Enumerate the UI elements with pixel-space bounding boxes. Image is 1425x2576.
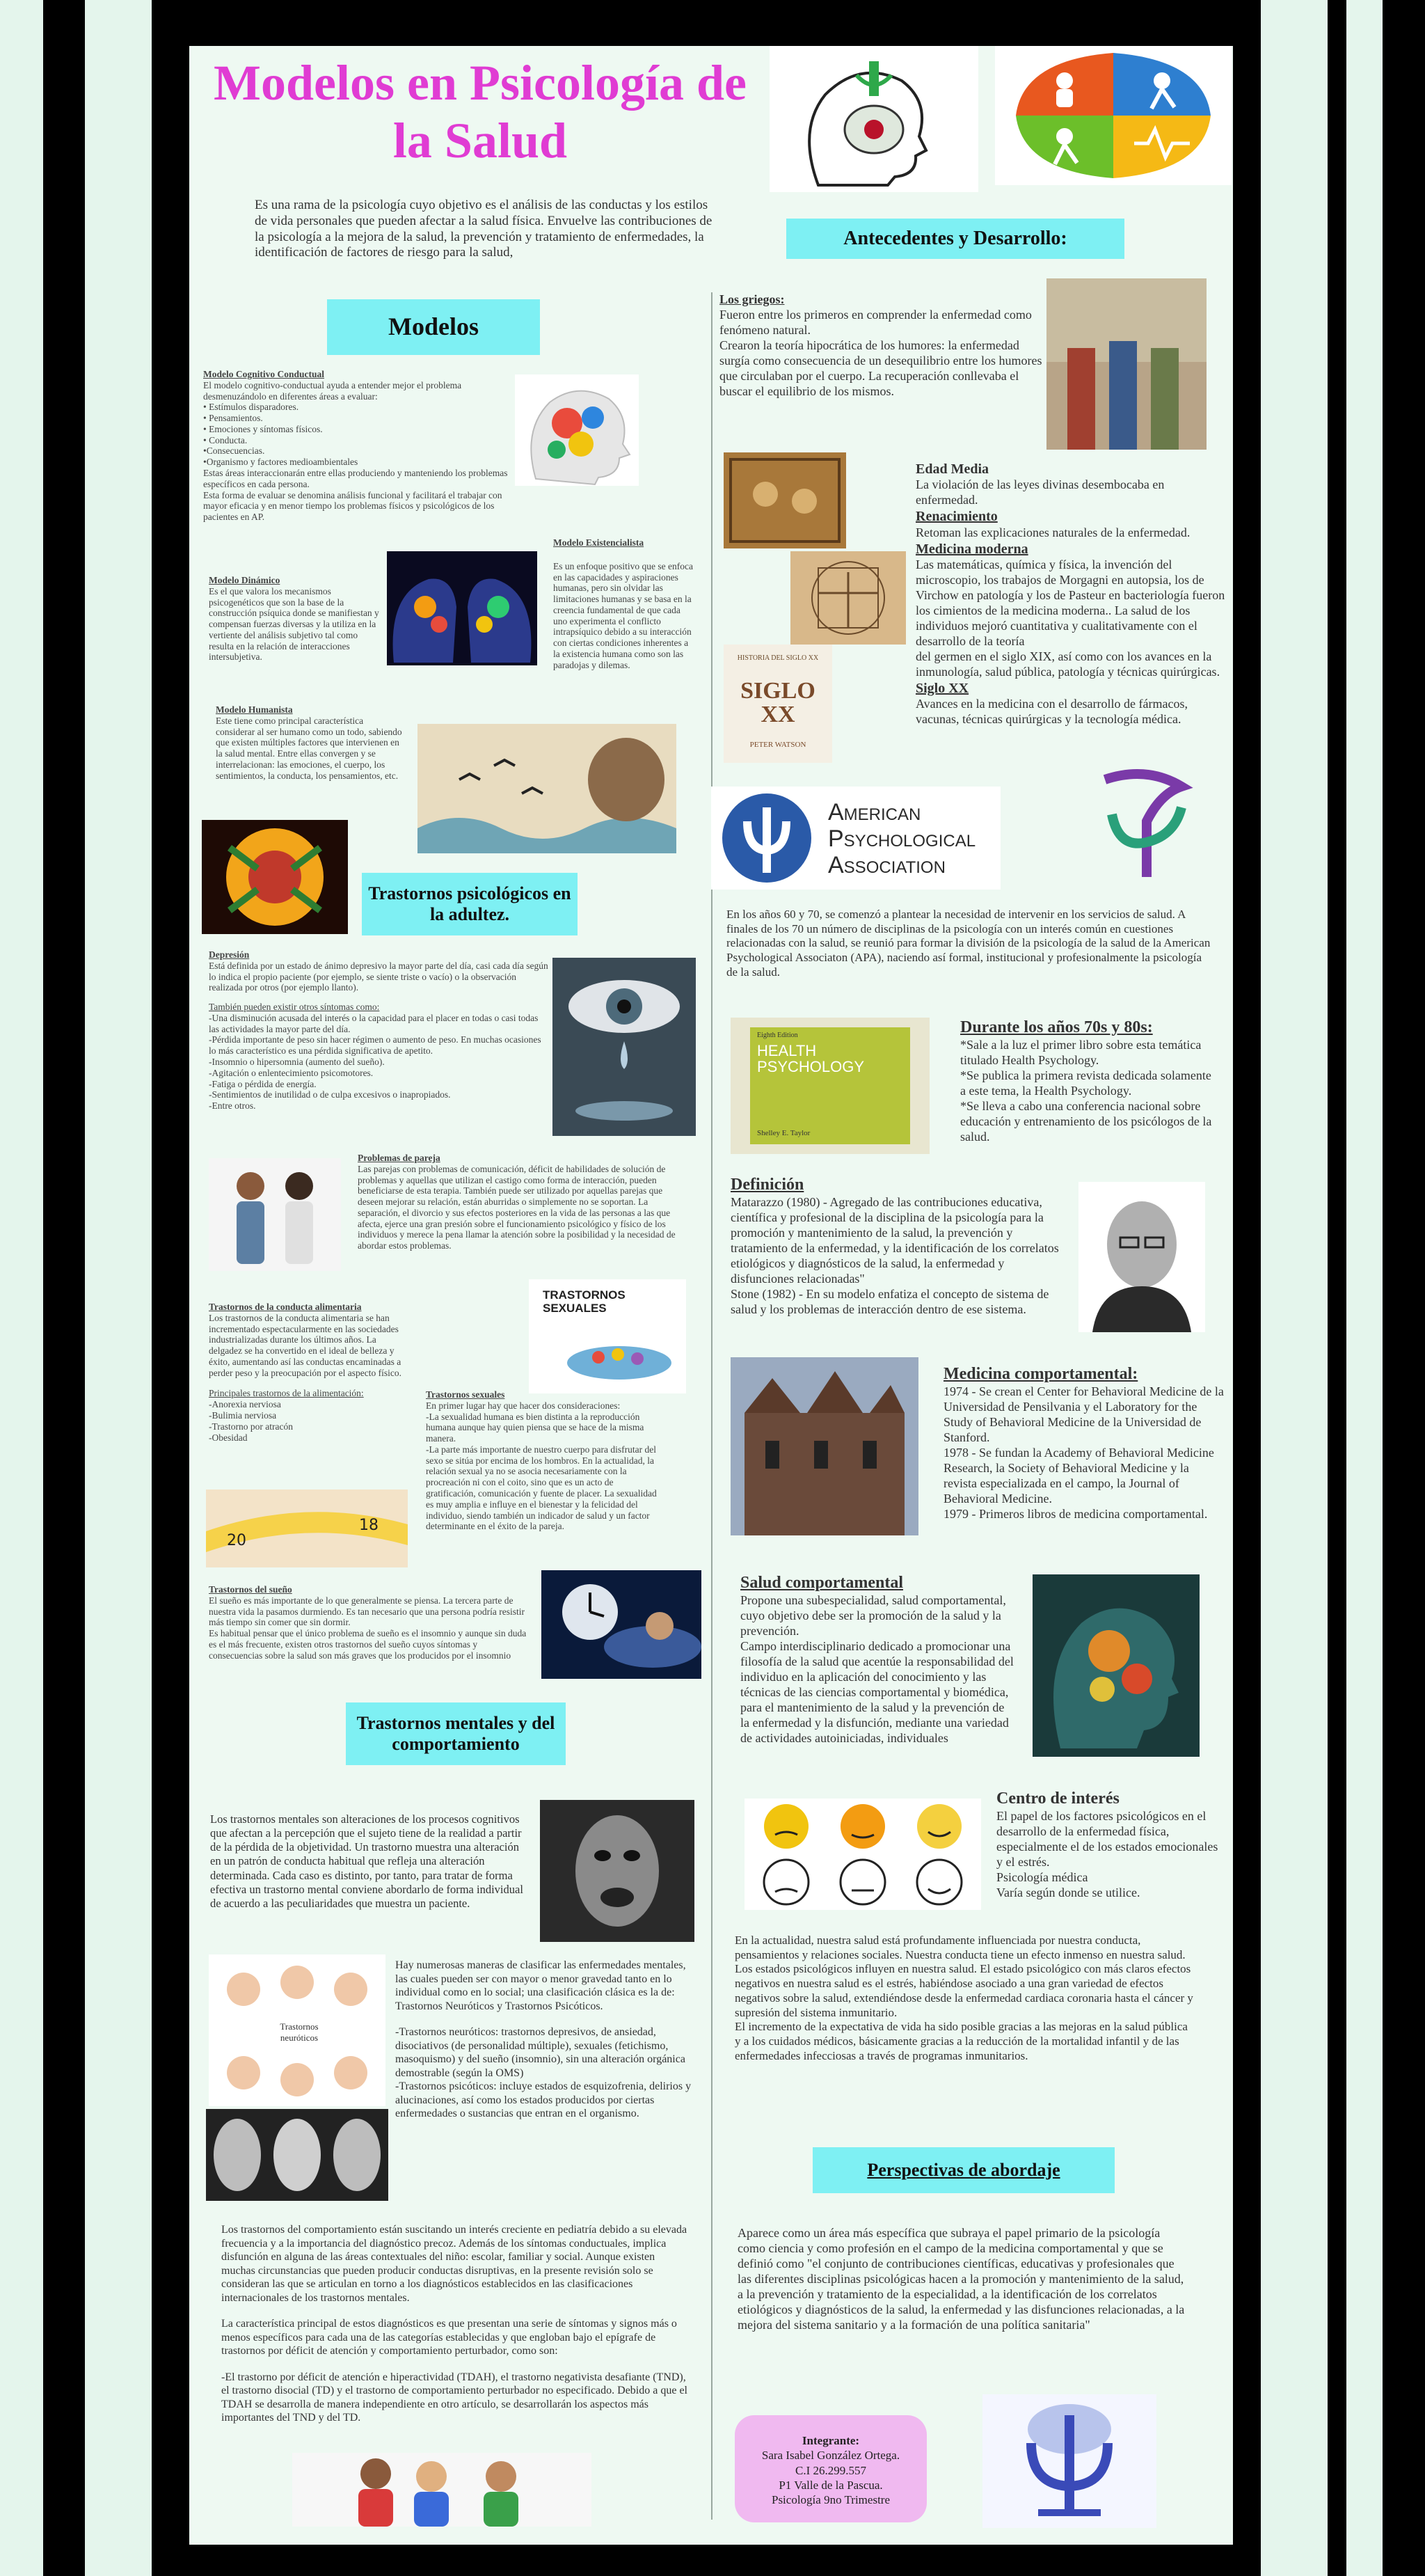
birds-brain-image <box>417 724 676 853</box>
medicina-comportamental-section <box>944 1364 1225 1522</box>
modelo-cognitivo <box>203 369 509 523</box>
depresion-title: Depresión <box>209 949 250 960</box>
salud-comportamental-title: Salud comportamental <box>740 1574 903 1592</box>
definicion-section <box>731 1175 1065 1318</box>
modelo-dinamico-text: Es el que valora los mecanismos psicogenéticos que son la base de la construcción psíquica donde se manifiestan y compensan fuerzas diversas y la utiliza en la vertiente del análisis subjetivo tal como resulta en la relación de interacciones intersubjetiva. <box>209 585 379 663</box>
integrante-title: Integrante: <box>802 2434 860 2447</box>
children-fighting-image <box>292 2453 591 2527</box>
siglo-xx-book-image <box>724 645 832 763</box>
sexuales-image-label: TRASTORNOS SEXUALES <box>543 1288 626 1315</box>
griegos-title: Los griegos: <box>719 292 785 306</box>
definicion-title: Definición <box>731 1176 804 1194</box>
integrante-line-2: C.I 26.299.557 <box>795 2463 866 2477</box>
head-silhouette-image <box>770 46 978 192</box>
svg-text:18: 18 <box>359 1517 379 1534</box>
griegos-text: Fueron entre los primeros en comprender la enfermedad como fenómeno natural. Crearon la teoría hipocrática de los humores: la enfermedad surgía como consecuencia de un desequilibrio entre los humores que circulaban por el cuerpo. La recuperación conllevaba el buscar el equilibrio de los mismos. <box>719 307 1042 398</box>
sintomas-title: También pueden existir otros síntomas como: <box>209 1002 380 1013</box>
sleep-clock-image <box>541 1570 701 1679</box>
modelos-heading: Modelos <box>327 299 540 355</box>
medicina-comportamental-text: 1974 - Se crean el Center for Behavioral Medicine de la Universidad de Pensilvania y el Laboratory for the Study of Behavioral Medicine de la Universidad de Stanford. 1978 - Se fundan la Academy of Behavioral Medicine Research, la Society of Behavioral Medicine y la revista especializada en el campo, la Journal of Behavioral Medicine. 1979 - Primeros libros de medicina comportamental. <box>944 1384 1224 1521</box>
siglo-xx-title: Siglo XX <box>916 680 969 696</box>
actualidad-text: En la actualidad, nuestra salud está profundamente influenciada por nuestra conducta, pensamientos y relaciones sociales. Nuestra conducta tiene un efecto inmenso en nuestra salud. Los estados psicológicos influyen en nuestra salud. El estado psicológico con más claros efectos negativos en nuestra salud es el estrés, habiéndose asociado a una gran variedad de efectos negativos sobre la salud, extendiéndose desde la enfermedad cardiaca coronaria hasta el cáncer y supresión del sistema inmunitario. El incremento de la expectativa de vida ha sido posible gracias a las mejoras en la salud pública y a los cuidados médicos, básicamente gracias a la reducción de la mortalidad infantil y de las enfermedades infecciosas a través de programas inmunitarios. <box>735 1934 1193 2062</box>
gears-brain-image <box>1033 1574 1200 1757</box>
svg-text:20: 20 <box>227 1532 246 1549</box>
problemas-pareja <box>358 1153 685 1251</box>
people-circle-image <box>202 820 348 934</box>
renacimiento-text: Retoman las explicaciones naturales de la enfermedad. <box>916 525 1191 539</box>
medicina-moderna-title: Medicina moderna <box>916 541 1028 557</box>
distorted-faces-image <box>540 1800 694 1942</box>
sueno-text: El sueño es más importante de lo que generalmente se piensa. La tercera parte de nuestra vida la pasamos durmiendo. Es tan necesario que una persona podría resistir más tiempo sin comer que sin dormir. Es habitual pensar que el único problema de sueño es el insomnio y aunque sin duda es el más frecuente, existen otros trastornos del sueño cuyos síntomas y consecuencias sobre la salud son más graves que los producidos por el insomnio <box>209 1595 527 1661</box>
pareja-title: Problemas de pareja <box>358 1153 440 1163</box>
left-outer-stripe <box>0 0 43 2576</box>
antecedentes-heading: Antecedentes y Desarrollo: <box>786 219 1124 259</box>
comportamiento-section <box>221 2223 687 2425</box>
emotions-faces-image <box>206 2109 388 2201</box>
apa-line-3: Association <box>828 852 946 879</box>
perspectivas-text: Aparece como un área más específica que subraya el papel primario de la psicología como ciencia y como profesión en el campo de la medicina comportamental y que se definió como "el conjunto de contribuciones científicas, educativas y profesionales que las diferentes disciplinas psicológicas hacen a la promoción y mantenimiento de la salud, a la prevención y tratamiento de la especialidad, a la identificación de los correlatos etiológicos y diagnósticos de la salud, la enfermedad y las disfunciones relacionadas, a la mejora del sistema sanitario y a la formación de una política sanitaria" <box>738 2226 1185 2332</box>
trastornos-mentales-heading: Trastornos mentales y del comportamiento <box>346 1702 566 1765</box>
alimentaria-list: -Anorexia nerviosa -Bulimia nerviosa -Trastorno por atracón -Obesidad <box>209 1399 293 1443</box>
renacimiento-title: Renacimiento <box>916 509 998 525</box>
clasificar-text: Hay numerosas maneras de clasificar las enfermedades mentales, las cuales pueden ser con mayor o menor gravedad tanto en lo individual como en lo social; una clasificación clásica es la de: Trastornos Neuróticos y Trastornos Psicóticos. <box>395 1959 686 2012</box>
integrante-box <box>735 2415 927 2522</box>
decadas-title: Durante los años 70s y 80s: <box>960 1018 1153 1036</box>
pareja-text: Las parejas con problemas de comunicación, déficit de habilidades de solución de problemas y aquellas que utilizan el castigo como forma de interacción, pueden beneficiarse de esta terapia. También puede ser utilizado por aquellas parejas que deseen mejorar su relación, están aburridas o simplemente no se soportan. La separación, el divorcio y sus efectos posteriores en la vida de las personas a las que afecta, ejerce una gran presión sobre el funcionamiento psicológico y físico de los individuos y merece la pena llamar la atención sobre la posibilidad y la necesidad de abordar estos problemas. <box>358 1163 676 1251</box>
clasificacion-section <box>395 1959 694 2121</box>
book-title: HEALTH PSYCHOLOGY <box>757 1042 865 1076</box>
page-title: Modelos en Psicología de la Salud <box>214 55 747 168</box>
trastornos-adultez-heading: Trastornos psicológicos en la adultez. <box>362 873 578 935</box>
modelo-existencialista-text: Es un enfoque positivo que se enfoca en las capacidades y aspiraciones humanas, pero sin olvidar las limitaciones humanas y se basa en la creencia fundamental de que cada uno experimenta el conflicto intrapsíquico debido a su interacción con ciertas condiciones inherentes a la existencia humana como son las paradojas y dilemas. <box>553 560 693 670</box>
modelo-cognitivo-text: El modelo cognitivo-conductual ayuda a entender mejor el problema desmenuzándolo en diferentes áreas a evaluar: • Estímulos disparadores. • Pensamientos. • Emociones y síntomas físicos. • Conducta. •Consecuencias. •Organismo y factores medioambientales Estas áreas interaccionarán entre ellas produciendo y manteniendo los problemas específicos en cada persona. Esta forma de evaluar se denomina análisis funcional y facilitará el trabajar con mayor eficacia y en menor tiempo los problemas físicos y psicológicos de los pacientes en AP. <box>203 379 508 523</box>
integrante-line-1: Sara Isabel González Ortega. <box>761 2449 900 2463</box>
measuring-tape-image <box>206 1490 408 1567</box>
health-psychology-book-image <box>731 1018 930 1154</box>
modelo-dinamico-title: Modelo Dinámico <box>209 575 280 585</box>
medicina-moderna-text: Las matemáticas, química y física, la invención del microscopio, los trabajos de Morgagni en autopsia, los de Virchow en patología y los de Pasteur en bacteriología fueron los cimientos de la medicina moderna.. La salud de los individuos mejoró cuantitativa y cualitativamente con el desarrollo de la teoría del germen en el siglo XIX, así como con los avances en la inmunología, salud pública, patología y técnicas quirúrgicas. <box>916 558 1225 679</box>
conducta-alimentaria <box>209 1302 411 1443</box>
centro-interes-title: Centro de interés <box>996 1789 1120 1808</box>
apa-line-1: American <box>828 799 921 825</box>
trastornos-sueno <box>209 1584 533 1661</box>
apa-logo <box>711 787 1001 890</box>
comportamiento-text-3: -El trastorno por déficit de atención e hiperactividad (TDAH), el trastorno negativista desafiante (TND), el trastorno disocial (TD) y el trastorno de comportamiento perturbador no especificado. Debido a que el TDAH se desarrolla de manera independiente en otro artículo, se desarrollarán los aspectos más importantes del TND y del TD. <box>221 2371 687 2424</box>
siglo-book-top: HISTORIA DEL SIGLO XX <box>737 654 819 662</box>
eye-tear-image <box>552 958 696 1136</box>
decadas-text: *Sale a la luz el primer libro sobre esta temática titulado Health Psychology. *Se publica la primera revista dedicada solamente a este tema, la Health Psychology. *Se lleva a cabo una conferencia nacional sobre educación y entrenamiento de los psicólogos de la salud. <box>960 1038 1212 1144</box>
modelo-dinamico <box>209 575 383 663</box>
apa-text: En los años 60 y 70, se comenzó a plantear la necesidad de intervenir en los servicios de salud. A finales de los 70 un número de disciplinas de la psicología con un interés común en cuestiones relacionadas con la salud, se reunió para formar la división de la psicología de la salud de la American Psychological Associaton (APA), naciendo así formal, institucional y profesionalmente la psicología de la salud. <box>726 908 1211 979</box>
sintomas-text: -Una disminución acusada del interés o la capacidad para el placer en todas o casi todas las actividades la mayor parte del día. -Pérdida importante de peso sin hacer régimen o aumento de peso. En muchas ocasiones lo más característico es una pérdida significativa de apetito. -Insomnio o hipersomnia (aumento del sueño). -Agitación o enlentecimiento psicomotores. -Fatiga o pérdida de energía. -Sentimientos de inutilidad o de culpa excesivos o inapropiados. -Entre otros. <box>209 1012 541 1112</box>
salud-comportamental-text: Propone una subespecialidad, salud comportamental, cuyo objetivo debe ser la promoción de la salud y la prevención. Campo interdisciplinario dedicado a promocionar una filosofía de la salud que acentúe la responsabilidad del individuo en la aplicación del conocimiento y las técnicas de las ciencias comportamental y biomédica, para el mantenimiento de la salud y la prevención de la enfermedad y la disfunción, mediante una variedad de actividades autoiniciadas, individuales <box>740 1593 1014 1745</box>
neurotic-disorders-image <box>209 1954 385 2106</box>
perspectivas-heading: Perspectivas de abordaje <box>813 2147 1115 2193</box>
couple-image <box>209 1158 341 1271</box>
neuroticos-image-label: Trastornos neuróticos <box>280 2021 319 2043</box>
edad-media-text: La violación de las leyes divinas desembocaba en enfermedad. <box>916 477 1165 507</box>
sexual-disorders-image <box>529 1279 686 1393</box>
university-building-image <box>731 1357 918 1535</box>
trastornos-mentales-text: Los trastornos mentales son alteraciones de los procesos cognitivos que afectan a la percepción que el sujeto tiene de la realidad a partir de la pérdida de la objetividad. Un trastorno muestra una alteración en un patrón de conducta habitual que refleja una alteración determinada. Cada caso es distinto, por tanto, para tratar de forma efectiva un trastorno mental conviene abordarlo de forma individual de acuerdo a las peculiaridades que muestra un paciente. <box>210 1812 523 1910</box>
matarazzo-portrait <box>1078 1182 1205 1332</box>
vitruvian-image <box>790 551 906 645</box>
griegos-section <box>719 292 1046 400</box>
right-outer-stripe <box>1346 0 1383 2576</box>
sexuales-title: Trastornos sexuales <box>426 1389 505 1400</box>
salud-comportamental-section <box>740 1573 1014 1746</box>
depresion-section <box>209 949 550 1112</box>
edad-media-title: Edad Media <box>916 461 989 477</box>
centro-interes-text: El papel de los factores psicológicos en el desarrollo de la enfermedad física, especialmente el de los estados emocionales y el estrés. Psicología médica Varía según donde se utilice. <box>996 1809 1218 1900</box>
gears-head-image <box>515 374 639 486</box>
book-edition: Eighth Edition <box>757 1032 798 1039</box>
book-cover <box>750 1027 910 1144</box>
emoji-faces-image <box>745 1799 981 1910</box>
modelo-humanista-title: Modelo Humanista <box>216 704 293 715</box>
colorful-heads-image <box>387 551 537 665</box>
left-inner-stripe <box>85 0 152 2576</box>
alimentaria-title: Trastornos de la conducta alimentaria <box>209 1302 362 1312</box>
modelo-existencialista <box>553 537 694 671</box>
depresion-text: Está definida por un estado de ánimo depresivo la mayor parte del día, casi cada día según lo indica el propio paciente (por ejemplo, se siente triste o vacío) o la observación realizada por otros (por ejemplo llanto). <box>209 960 548 993</box>
integrante-line-3: P1 Valle de la Pascua. <box>779 2478 883 2492</box>
health-activities-image <box>995 46 1232 185</box>
right-inner-stripe <box>1261 0 1328 2576</box>
apa-logo-text <box>828 799 976 878</box>
sexuales-text: En primer lugar hay que hacer dos consideraciones: -La sexualidad humana es bien distinta a la reproducción humana aunque hay quien piensa que se hace de la misma manera. -La parte más importante de nuestro cuerpo para disfrutar del sexo se sitúa por encima de los hombros. En la actualidad, la relación sexual ya no se asocia necesariamente con la procreación ni con el coito, sino que es un acto de gratificación, comunicación y fuente de placer. La sexualidad es muy amplia e influye en el bienestar y la felicidad del individuo, siendo también un indicador de salud y un factor determinante en el éxito de la pareja. <box>426 1400 657 1532</box>
medieval-image <box>724 452 846 548</box>
historia-section <box>916 461 1229 727</box>
alimentaria-list-title: Principales trastornos de la alimentación: <box>209 1388 364 1399</box>
alimentaria-text: Los trastornos de la conducta alimentaria se han incrementado espectacularmente en las sociedades industrializadas durante los últimos años. La delgadez se ha convertido en el ideal de belleza y éxito, aumentando así las conductas encaminadas a perder peso y la preocupación por el aspecto físico. <box>209 1312 402 1378</box>
integrante-line-4: Psicología 9no Trimestre <box>771 2493 890 2506</box>
greek-painting-image <box>1046 278 1207 450</box>
neuroticos-text: -Trastornos neuróticos: trastornos depresivos, de ansiedad, disociativos (de personalidad múltiple), sexuales (fetichismo, masoquismo) y del sueño (insomnio), sin una alteración orgánica demostrable (según la OMS) -Trastornos psicóticos: incluye estados de esquizofrenia, delirios y alucinaciones, así como los estados producidos por ciertas enfermedades o sustancias que entran en el organismo. <box>395 2026 692 2120</box>
modelo-humanista <box>216 704 404 781</box>
definicion-text: Matarazzo (1980) - Agregado de las contribuciones educativa, científica y profesional de la disciplina de la psicología para la promoción y mantenimiento de la salud, la prevención y tratamiento de la enfermedad, y la identificación de los correlatos etiológicos y diagnósticos de la salud, la enfermedad y disfunciones relacionadas" Stone (1982) - En su modelo enfatiza el concepto de sistema de salud y los problemas de interacción dentro de ese sistema. <box>731 1195 1059 1316</box>
siglo-book-title: SIGLO XX <box>740 678 815 727</box>
sueno-title: Trastornos del sueño <box>209 1584 292 1595</box>
comportamiento-text-1: Los trastornos del comportamiento están suscitando un interés creciente en pediatría debido a su elevada frecuencia y a la importancia del diagnóstico precoz. Además de los síntomas conductuales, implica disfunción en alguna de las áreas contextuales del niño: escolar, familiar y social. Aunque existen muchas circunstancias que pueden producir conductas disruptivas, en la presente revisión solo se consideran las que se articulan en torno a los diagnósticos establecidos en las clasificaciones internacionales de los trastornos mentales. <box>221 2224 687 2304</box>
modelo-cognitivo-title: Modelo Cognitivo Conductual <box>203 369 325 379</box>
medicina-comportamental-title: Medicina comportamental: <box>944 1365 1138 1383</box>
apa-line-2: Psychological <box>828 825 976 853</box>
book-author: Shelley E. Taylor <box>757 1129 811 1137</box>
psychology-symbol-image <box>1077 766 1213 883</box>
centro-interes-section <box>996 1789 1219 1901</box>
decadas-section <box>960 1018 1215 1145</box>
column-divider <box>711 292 712 2520</box>
intro-paragraph: Es una rama de la psicología cuyo objetivo es el análisis de las conductas y los estilos de vida personales que pueden afectar a la salud física. Envuelve las contribuciones de la psicología a la mejora de la salud, la prevención y tratamiento de enfermedades, la identificación de factores de riesgo para la salud, <box>255 198 712 260</box>
psi-symbol-image <box>982 2394 1156 2528</box>
modelo-existencialista-title: Modelo Existencialista <box>553 537 644 548</box>
modelo-humanista-text: Este tiene como principal característica considerar al ser humano como un todo, sabiendo que existen múltiples factores que intervienen en la salud mental. Entre ellas convergen y se interrelacionan: las emociones, el cuerpo, los sentimientos, la conducta, los pensamientos, etc. <box>216 715 402 781</box>
siglo-xx-text: Avances en la medicina con el desarrollo de fármacos, vacunas, técnicas quirúrgicas y la tecnología médica. <box>916 697 1188 726</box>
siglo-book-author: PETER WATSON <box>749 741 806 749</box>
trastornos-sexuales <box>426 1389 664 1532</box>
comportamiento-text-2: La característica principal de estos diagnósticos es que presentan una serie de síntomas y signos más o menos específicos para cada una de las categorías establecidas y que engloban bajo el epígrafe de trastornos por déficit de atención y comportamiento perturbador, como son: <box>221 2318 677 2357</box>
